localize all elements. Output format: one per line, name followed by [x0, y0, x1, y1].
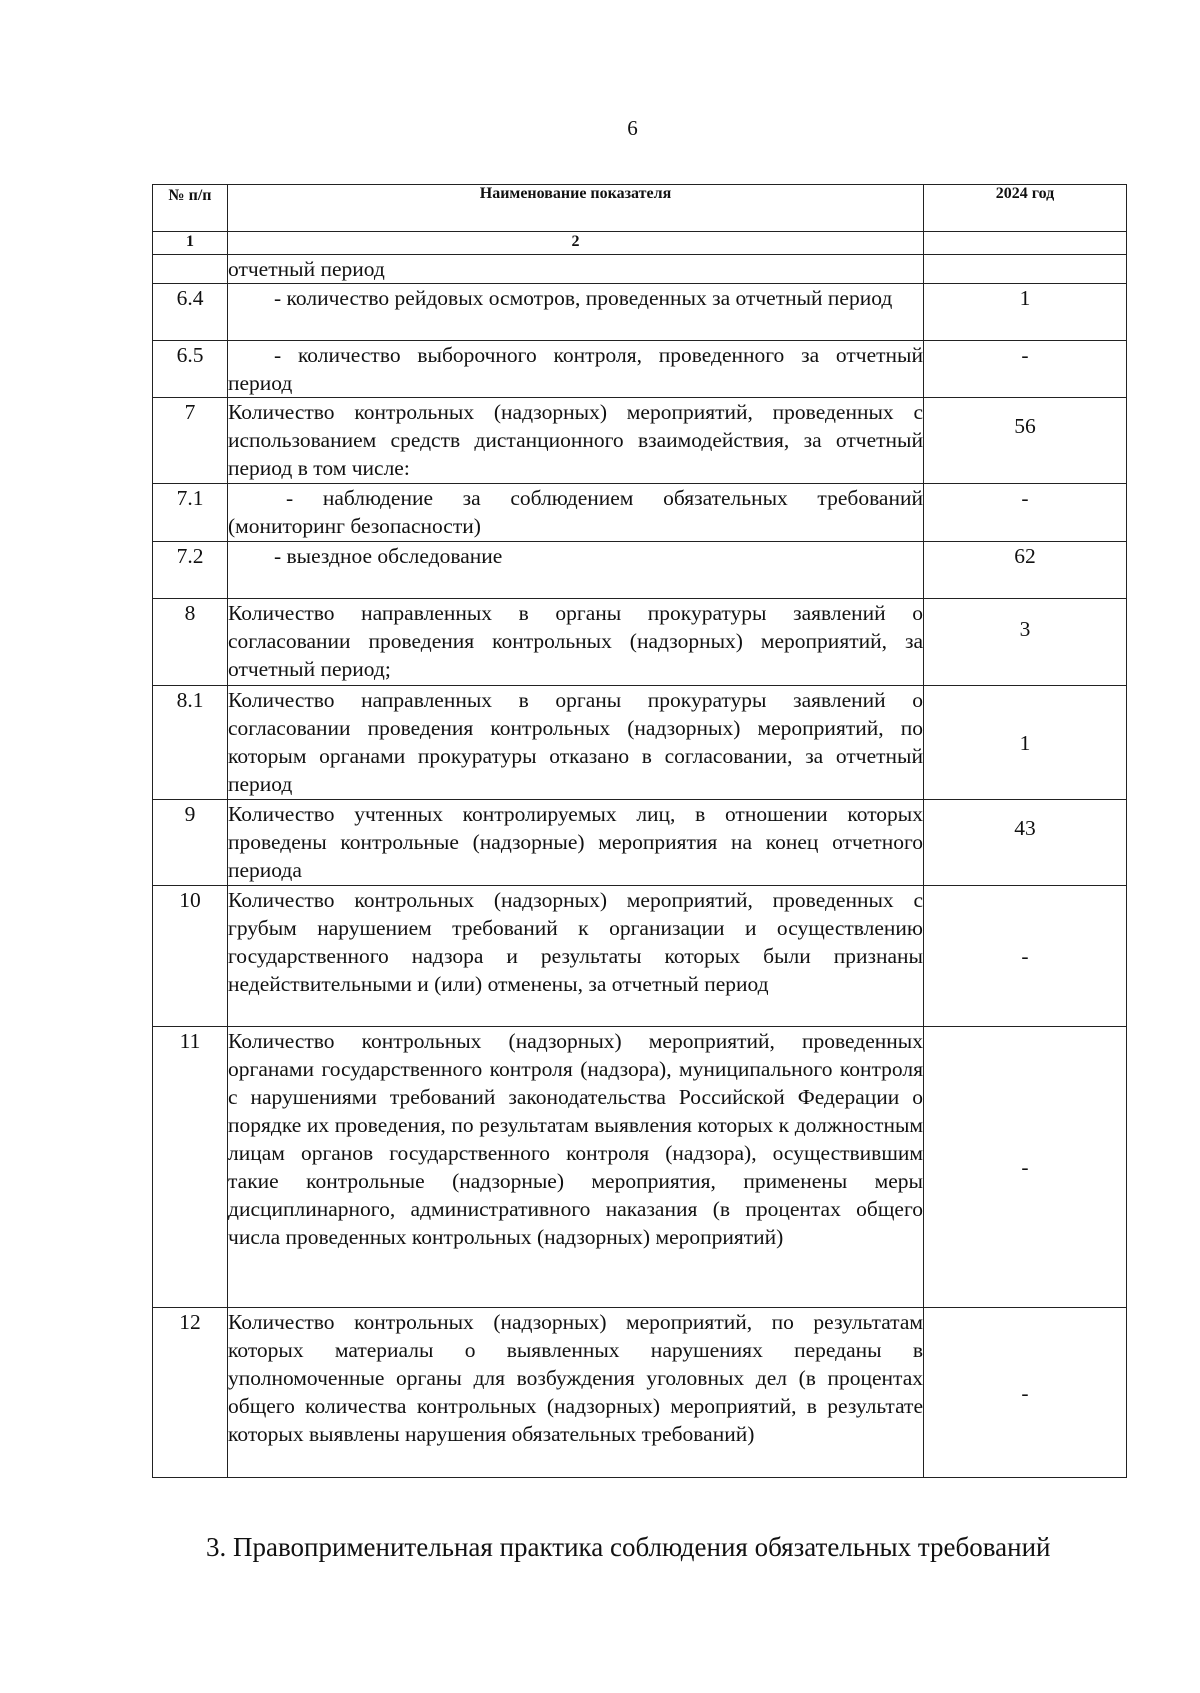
table-row	[153, 800, 1127, 886]
row-name: Количество направленных в органы прокуратуры заявлений о согласовании проведения контрольных (надзорных) мероприятий, по которым органами прокуратуры отказано в согласовании, за отчетный период	[228, 686, 924, 800]
table-row	[153, 398, 1127, 484]
row-value: 56	[924, 398, 1127, 484]
row-num: 6.4	[153, 284, 228, 341]
row-num: 8	[153, 599, 228, 686]
row-value: -	[924, 886, 1127, 1027]
header-year: 2024 год	[924, 185, 1127, 232]
row-value: 62	[924, 542, 1127, 599]
row-num: 9	[153, 800, 228, 886]
row-name: - выездное обследование	[228, 542, 924, 599]
table-row	[153, 599, 1127, 686]
section-heading: 3. Правоприменительная практика соблюдения обязательных требований	[206, 1532, 1051, 1562]
row-num	[153, 255, 228, 284]
row-num: 8.1	[153, 686, 228, 800]
row-value: 1	[924, 284, 1127, 341]
row-value: -	[924, 484, 1127, 542]
row-value: -	[924, 1308, 1127, 1478]
table-row	[153, 284, 1127, 341]
table-row	[153, 686, 1127, 800]
row-name: Количество направленных в органы прокуратуры заявлений о согласовании проведения контрольных (надзорных) мероприятий, за отчетный период;	[228, 599, 924, 686]
row-value: -	[924, 1027, 1127, 1308]
subheader-year	[924, 232, 1127, 255]
row-name: отчетный период	[228, 255, 924, 284]
row-name: - количество рейдовых осмотров, проведенных за отчетный период	[228, 284, 924, 341]
row-name: - количество выборочного контроля, проведенного за отчетный период	[228, 341, 924, 398]
row-name: Количество контрольных (надзорных) мероприятий, проведенных органами государственного контроля (надзора), муниципального контроля с нарушениями требований законодательства Российской Федерации о порядке их проведения, по результатам выявления которых к должностным лицам органов государственного контроля (надзора), осуществившим такие контрольные (надзорные) мероприятия, применены меры дисциплинарного, административного наказания (в процентах общего числа проведенных контрольных (надзорных) мероприятий)	[228, 1027, 924, 1308]
subheader-name: 2	[228, 232, 924, 255]
row-value: 3	[924, 599, 1127, 686]
table-row	[153, 484, 1127, 542]
header-name: Наименование показателя	[228, 185, 924, 232]
table-row	[153, 886, 1127, 1027]
page-number: 6	[627, 116, 638, 140]
row-num: 11	[153, 1027, 228, 1308]
row-name: Количество контрольных (надзорных) мероприятий, проведенных с грубым нарушением требований к организации и осуществлению государственного надзора и результаты которых были признаны недействительными и (или) отменены, за отчетный период	[228, 886, 924, 1027]
row-num: 10	[153, 886, 228, 1027]
row-name: - наблюдение за соблюдением обязательных требований (мониторинг безопасности)	[228, 484, 924, 542]
row-value: 43	[924, 800, 1127, 886]
row-name: Количество учтенных контролируемых лиц, в отношении которых проведены контрольные (надзорные) мероприятия на конец отчетного периода	[228, 800, 924, 886]
table-row	[153, 341, 1127, 398]
table-row	[153, 1308, 1127, 1478]
row-name: Количество контрольных (надзорных) мероприятий, по результатам которых материалы о выявленных нарушениях переданы в уполномоченные органы для возбуждения уголовных дел (в процентах общего количества контрольных (надзорных) мероприятий, в результате которых выявлены нарушения обязательных требований)	[228, 1308, 924, 1478]
row-name: Количество контрольных (надзорных) мероприятий, проведенных с использованием средств дистанционного взаимодействия, за отчетный период в том числе:	[228, 398, 924, 484]
table-row	[153, 255, 1127, 284]
table-row	[153, 1027, 1127, 1308]
row-value: 1	[924, 686, 1127, 800]
row-value: -	[924, 341, 1127, 398]
row-num: 12	[153, 1308, 228, 1478]
table-header-row	[153, 185, 1127, 232]
row-value	[924, 255, 1127, 284]
table-row	[153, 542, 1127, 599]
table-subheader-row	[153, 232, 1127, 255]
row-num: 7.2	[153, 542, 228, 599]
indicators-table	[152, 184, 1127, 1478]
subheader-num: 1	[153, 232, 228, 255]
row-num: 7.1	[153, 484, 228, 542]
row-num: 7	[153, 398, 228, 484]
header-num: № п/п	[153, 185, 228, 232]
row-num: 6.5	[153, 341, 228, 398]
